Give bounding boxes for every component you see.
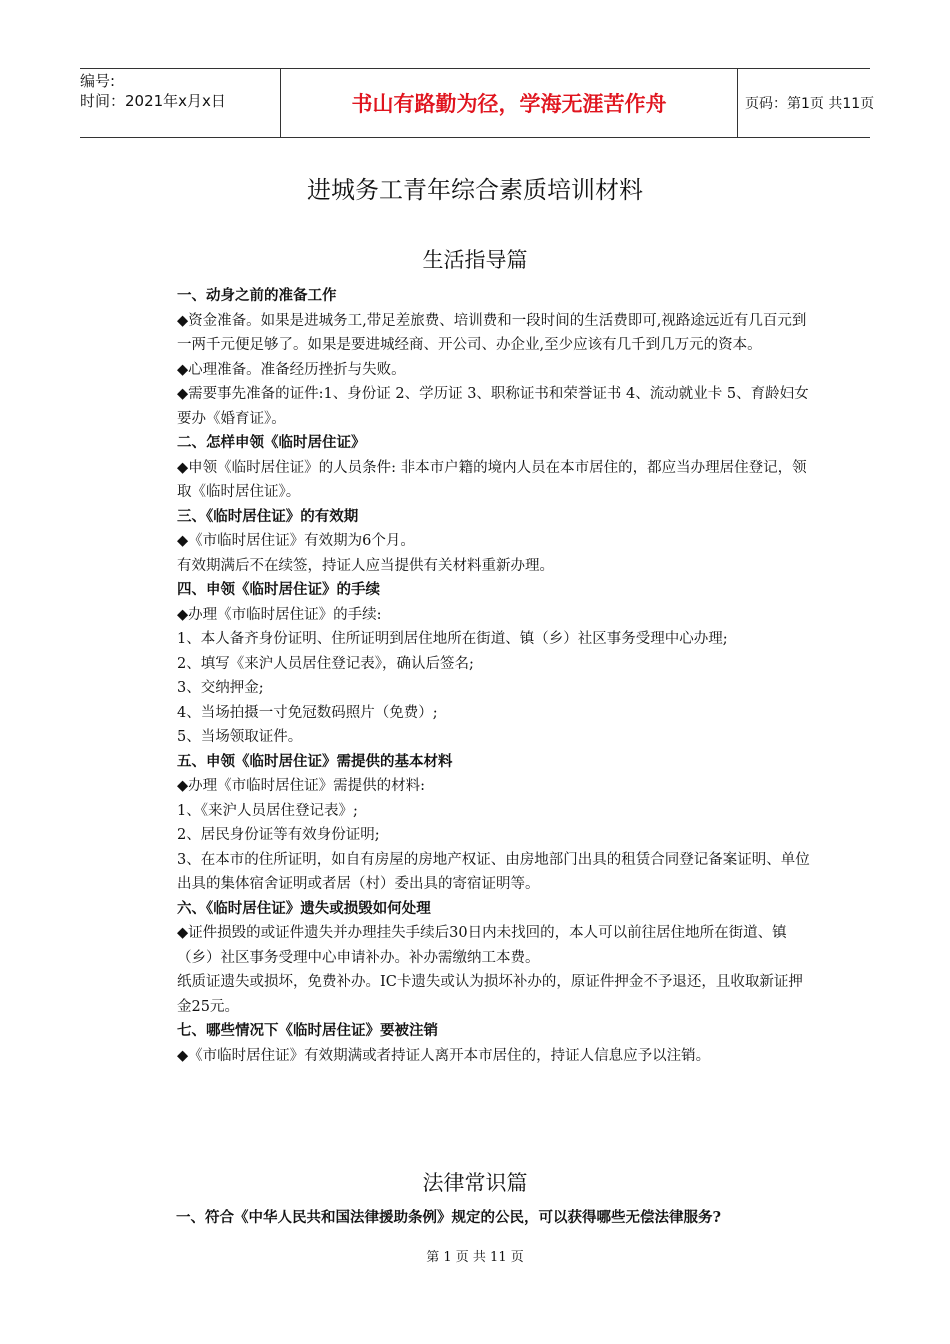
- list-item: 3、在本市的住所证明，如自有房屋的房地产权证、由房地部门出具的租赁合同登记备案证明、单位出具的集体宿舍证明或者居（村）委出具的寄宿证明等。: [177, 851, 810, 892]
- section-title-law: 法律常识篇: [422, 1171, 528, 1195]
- heading-3: 三、《临时居住证》的有效期: [177, 507, 359, 525]
- list-item: 1、本人备齐身份证明、住所证明到居住地所在街道、镇（乡）社区事务受理中心办理;: [177, 631, 728, 647]
- header-meta: [80, 69, 280, 139]
- section-title-life: 生活指导篇: [422, 248, 528, 272]
- heading-2: 二、怎样申领《临时居住证》: [177, 434, 366, 451]
- list-item: 1、《来沪人员居住登记表》;: [177, 802, 358, 819]
- header-motto: 书山有路勤为径，学海无涯苦作舟: [280, 69, 738, 137]
- paragraph: ◆证件损毁的或证件遗失并办理挂失手续后30日内未找回的，本人可以前往居住地所在街道、镇（乡）社区事务受理中心申请补办。补办需缴纳工本费。: [177, 925, 787, 966]
- list-item: 4、当场拍摄一寸免冠数码照片（免费）;: [177, 704, 438, 721]
- list-item: 3、交纳押金;: [177, 680, 264, 696]
- paragraph: ◆《市临时居住证》有效期满或者持证人离开本市居住的，持证人信息应予以注销。: [177, 1047, 711, 1064]
- paragraph: ◆申领《临时居住证》的人员条件: 非本市户籍的境内人员在本市居住的，都应当办理居住登记，领取《临时居住证》。: [177, 459, 807, 500]
- list-item: 5、当场领取证件。: [177, 729, 303, 745]
- law-question-1: 一、符合《中华人民共和国法律援助条例》规定的公民，可以获得哪些无偿法律服务?: [176, 1209, 721, 1226]
- paragraph: ◆办理《市临时居住证》的手续:: [177, 606, 382, 623]
- paragraph: 有效期满后不在续签，持证人应当提供有关材料重新办理。: [177, 557, 554, 574]
- paragraph: ◆《市临时居住证》有效期为6个月。: [177, 533, 415, 549]
- list-item: 2、填写《来沪人员居住登记表》，确认后签名;: [177, 655, 474, 672]
- heading-4: 四、申领《临时居住证》的手续: [177, 581, 380, 598]
- paragraph: ◆需要事先准备的证件:1、身份证 2、学历证 3、职称证书和荣誉证书 4、流动就业卡 5、育龄妇女要办《婚育证》。: [177, 386, 809, 427]
- paragraph: ◆资金准备。如果是进城务工,带足差旅费、培训费和一段时间的生活费即可,视路途远近有几百元到一两千元便足够了。如果是要进城经商、开公司、办企业,至少应该有几千到几万元的资本。: [177, 312, 807, 353]
- paragraph: 纸质证遗失或损坏，免费补办。IC卡遗失或认为损坏补办的，原证件押金不予退还，且收取新证押金25元。: [177, 974, 803, 1015]
- heading-6: 六、《临时居住证》遗失或损毁如何处理: [177, 899, 431, 917]
- number-label: 编号:: [80, 72, 116, 90]
- paragraph: ◆心理准备。准备经历挫折与失败。: [177, 361, 406, 378]
- list-item: 2、居民身份证等有效身份证明;: [177, 827, 380, 843]
- heading-1: 一、动身之前的准备工作: [177, 287, 337, 304]
- document-body: [141, 284, 813, 1068]
- document-title: 进城务工青年综合素质培训材料: [307, 176, 643, 204]
- heading-5: 五、申领《临时居住证》需提供的基本材料: [177, 752, 453, 770]
- header-page-label: 页码：第1页 共11页: [745, 96, 875, 112]
- paragraph: ◆办理《市临时居住证》需提供的材料:: [177, 778, 426, 794]
- time-label: 时间：2021年x月x日: [80, 92, 226, 110]
- page-footer: 第 1 页 共 11 页: [426, 1250, 524, 1265]
- heading-7: 七、哪些情况下《临时居住证》要被注销: [177, 1022, 438, 1039]
- document-header: [80, 68, 875, 138]
